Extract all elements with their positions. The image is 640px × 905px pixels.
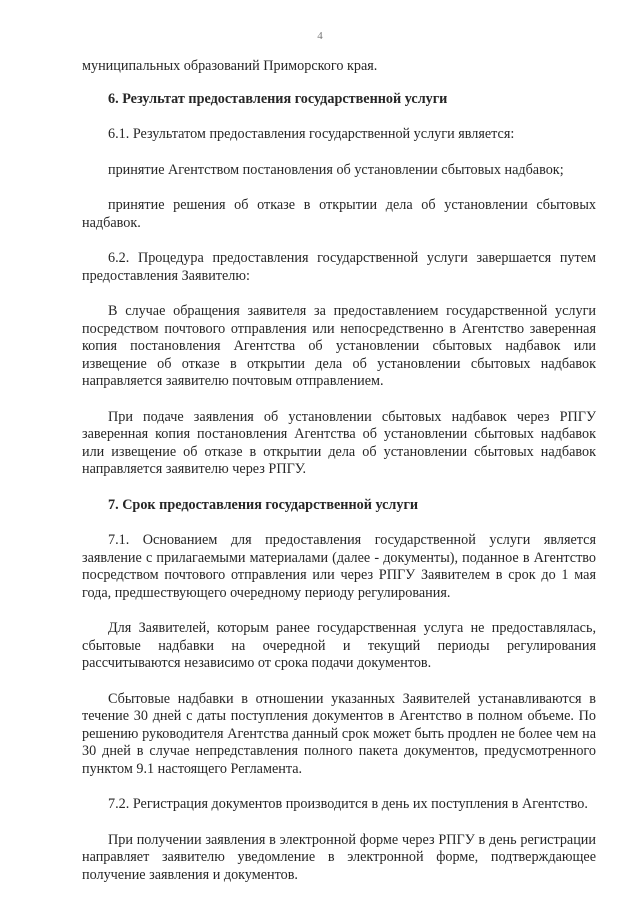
- paragraph-deadline: Сбытовые надбавки в отношении указанных Заявителей устанавливаются в течение 30 дней с даты поступления документов в Агентство в полном объеме. По решению руководителя Агентства данный срок может быть продлен не более чем на 30 дней в случае непредставления полного пакета документов, предусмотренного пунктом 9.1 настоящего Регламента.: [82, 690, 596, 777]
- paragraph-new-applicants: Для Заявителей, которым ранее государственная услуга не предоставлялась, сбытовые надбавки на очередной и текущий периоды регулирования рассчитываются независимо от срока подачи документов.: [82, 620, 596, 671]
- paragraph-6-1: 6.1. Результатом предоставления государственной услуги является:: [108, 126, 515, 142]
- paragraph-7-2: 7.2. Регистрация документов производится в день их поступления в Агентство.: [108, 796, 588, 812]
- paragraph-6-2: 6.2. Процедура предоставления государственной услуги завершается путем предоставления Заявителю:: [82, 250, 596, 284]
- paragraph-7-1: 7.1. Основанием для предоставления государственной услуги является заявление с прилагаемыми материалами (далее - документы), поданное в Агентство посредством почтового отправления или через РПГУ Заявителем в срок до 1 мая года, предшествующего очередному периоду регулирования.: [82, 532, 596, 601]
- document-body: [82, 58, 596, 902]
- section-heading-6: 6. Результат предоставления государственной услуги: [108, 90, 448, 107]
- paragraph-rpgu-delivery: При подаче заявления об установлении сбытовых надбавок через РПГУ заверенная копия постановления Агентства об установлении сбытовых надбавок или извещение об отказе в открытии дела об установлении сбытовых надбавок направляется заявителю через РПГУ.: [82, 408, 596, 477]
- section-heading-7: 7. Срок предоставления государственной услуги: [108, 496, 419, 513]
- page-number: 4: [317, 30, 323, 42]
- paragraph-result-resolution: принятие Агентством постановления об установлении сбытовых надбавок;: [108, 161, 564, 178]
- paragraph-postal-delivery: В случае обращения заявителя за предоставлением государственной услуги посредством почтового отправления или непосредственно в Агентство заверенная копия постановления Агентства об установлении сбытовых надбавок или извещение об отказе в открытии дела об установлении сбытовых надбавок направляется заявителю почтовым отправлением.: [82, 303, 596, 389]
- paragraph-continuation: муниципальных образований Приморского края.: [82, 58, 378, 74]
- paragraph-electronic-notice: При получении заявления в электронной форме через РПГУ в день регистрации направляет заявителю уведомление в электронной форме, подтверждающее получение заявления и документов.: [82, 831, 596, 883]
- paragraph-result-refusal: принятие решения об отказе в открытии дела об установлении сбытовых надбавок.: [82, 197, 596, 231]
